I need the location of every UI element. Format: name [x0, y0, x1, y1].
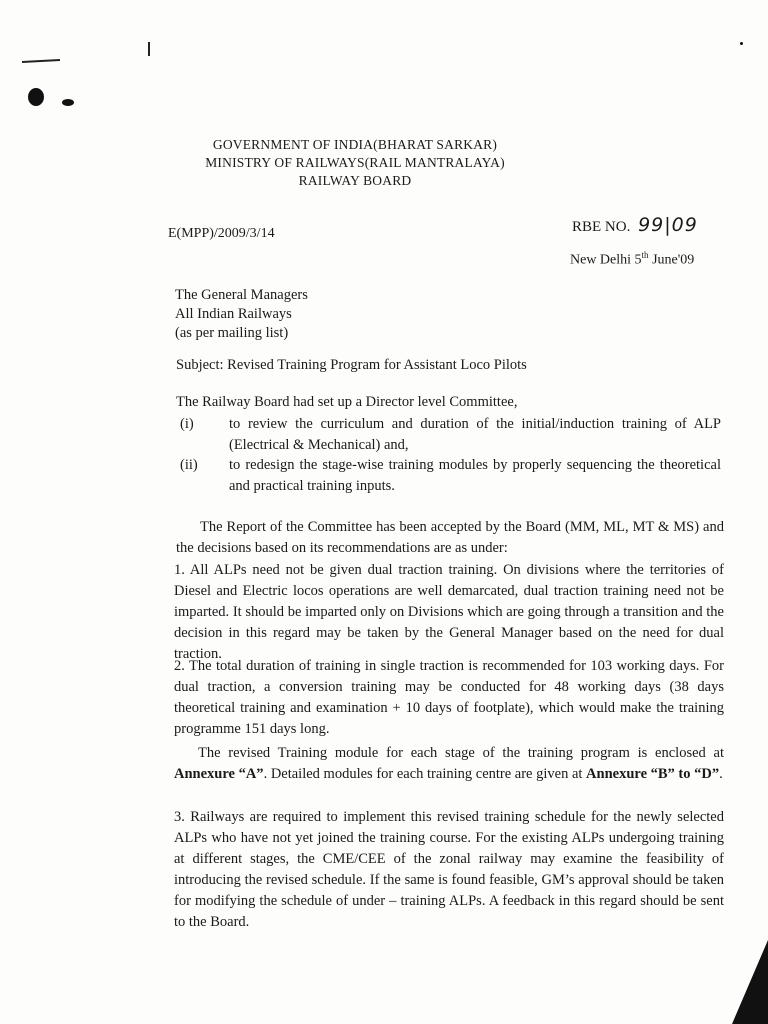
place-date — [570, 250, 694, 269]
date-suffix: June'09 — [648, 252, 695, 268]
committee-term-1 — [176, 414, 721, 456]
annexure-a-ref: Annexure “A” — [174, 766, 264, 782]
decision-point-1: 1. All ALPs need not be given dual traction training. On divisions where the territories of Diesel and Electric locos operations are well demarcated, dual traction training need not be imparted. It should be imparted only on Divisions which are going through a transition and the decision in this regard may be taken by the General Manager based on the need for dual traction. — [174, 562, 724, 662]
decision-point-2: 2. The total duration of training in single traction is recommended for 103 working days. For dual traction, a conversion training may be conducted for 48 working days (38 days theoretical training and examination + 10 days of footplate), which would make the training programme 151 days long. — [174, 658, 724, 737]
decision-point-3: 3. Railways are required to implement this revised training schedule for the newly selected ALPs who have not yet joined the training course. For the existing ALPs undergoing training at different stages, the CME/CEE of the zonal railway may examine the feasibility of introducing the revised schedule. If the same is found feasible, GM’s approval should be taken for modifying the schedule of under – training ALPs. A feedback in this regard should be sent to the Board. — [174, 809, 724, 930]
annexure-text: The revised Training module for each stage of the training program is enclosed at — [198, 745, 724, 761]
letterhead-board: RAILWAY BOARD — [298, 173, 412, 188]
addressee-block — [175, 286, 308, 343]
scan-mark — [62, 99, 74, 106]
rbe-label: RBE NO. — [572, 219, 631, 235]
annexure-text: . — [719, 766, 723, 782]
annexure-text: . Detailed modules for each training centre are given at — [263, 766, 587, 782]
addressee-line: The General Managers — [175, 287, 308, 303]
scan-mark — [148, 42, 150, 56]
date-ordinal: th — [641, 250, 649, 260]
addressee-line: All Indian Railways — [175, 306, 292, 322]
annexure-paragraph — [174, 743, 724, 785]
annexure-bd-ref: Annexure “B” to “D” — [586, 766, 720, 782]
term-text: to redesign the stage-wise training modules by properly sequencing the theoretical and practical training inputs. — [229, 457, 721, 494]
file-number: E(MPP)/2009/3/14 — [168, 226, 275, 241]
date-prefix: New Delhi 5 — [570, 252, 642, 268]
rbe-number: 99|09 — [638, 214, 698, 236]
subject-line: Subject: Revised Training Program for Assistant Loco Pilots — [176, 357, 527, 373]
term-text: to review the curriculum and duration of the initial/induction training of ALP (Electrical & Mechanical) and, — [229, 416, 721, 453]
letterhead — [200, 136, 510, 190]
scan-corner-shadow — [732, 940, 768, 1024]
term-number: (i) — [180, 416, 194, 432]
letterhead-ministry: MINISTRY OF RAILWAYS(RAIL MANTRALAYA) — [205, 155, 505, 170]
term-number: (ii) — [180, 457, 198, 473]
addressee-line: (as per mailing list) — [175, 325, 289, 341]
letterhead-government: GOVERNMENT OF INDIA(BHARAT SARKAR) — [212, 137, 498, 152]
rbe-reference — [572, 214, 698, 236]
intro-line: The Railway Board had set up a Director level Committee, — [176, 394, 518, 410]
scan-mark — [740, 42, 743, 45]
report-paragraph: The Report of the Committee has been accepted by the Board (MM, ML, MT & MS) and the decisions based on its recommendations are as under: — [176, 519, 724, 556]
scan-mark — [22, 59, 60, 63]
scan-mark — [28, 88, 44, 106]
committee-term-2 — [176, 455, 721, 497]
